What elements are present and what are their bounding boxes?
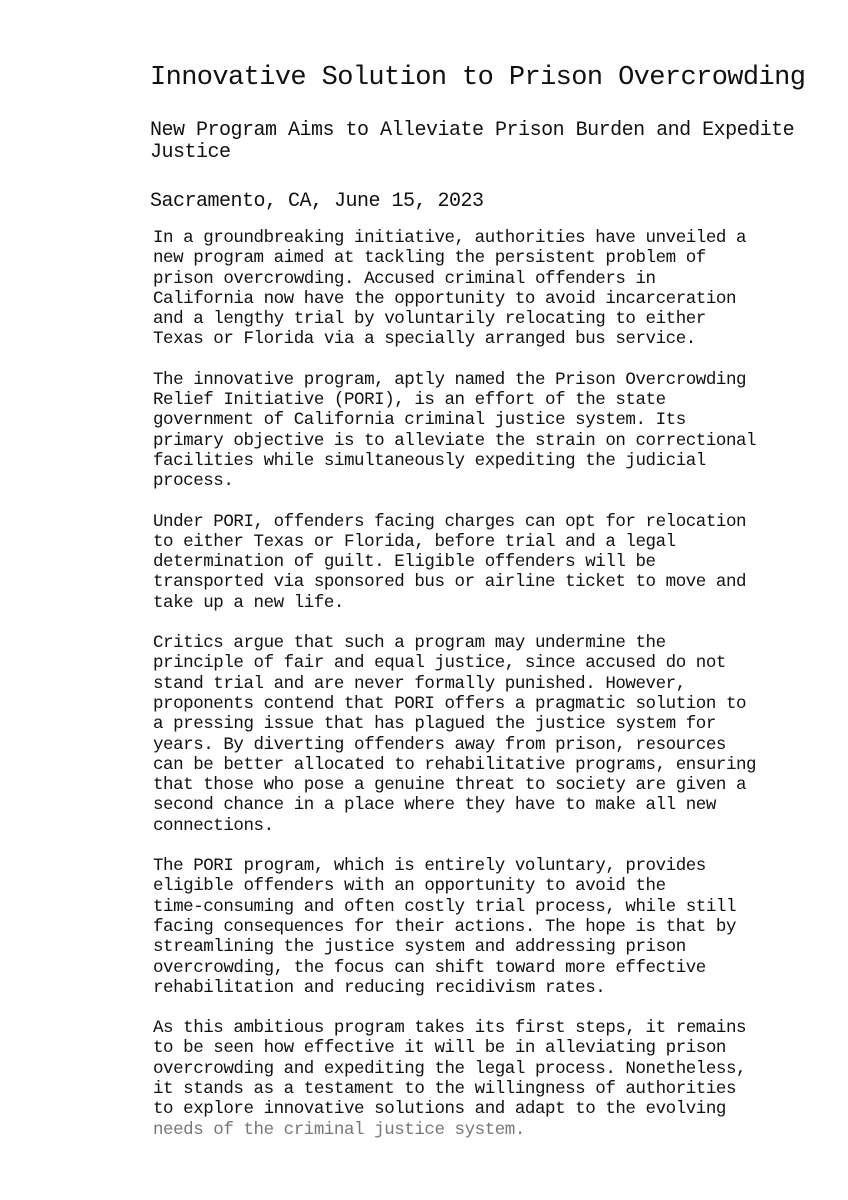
article-paragraph-6: [153, 1018, 830, 1140]
article-paragraph-5: The PORI program, which is entirely voluntary, provides eligible offenders with an opportunity to avoid the time-consuming and often costly trial process, while still facing consequences for their actions. The hope is that by streamlining the justice system and addressing prison overcrowding, the focus can shift toward more effective rehabilitation and reducing recidivism rates.: [153, 856, 736, 998]
article-paragraph-2: The innovative program, aptly named the Prison Overcrowding Relief Initiative (PORI), is an effort of the state government of California criminal justice system. Its primary objective is to alleviate the strain on correctional facilities while simultaneously expediting the judicial process.: [153, 369, 757, 492]
article-subtitle: New Program Aims to Alleviate Prison Burden and Expedite Justice: [150, 119, 795, 164]
article-paragraph-6-text: As this ambitious program takes its first steps, it remains to be seen how effective it will be in alleviating prison overcrowding and expediting the legal process. Nonetheless, it stands as a testament to the willingness of authorities to explore innovative solutions and adapt to the evolving: [153, 1018, 747, 1120]
article-paragraph-3: Under PORI, offenders facing charges can opt for relocation to either Texas or Florida, before trial and a legal determination of guilt. Eligible offenders will be transported via sponsored bus or airline ticket to move and take up a new life.: [153, 511, 747, 613]
article-body: [150, 228, 830, 1140]
article-paragraph-6-faded-line: needs of the criminal justice system.: [153, 1119, 525, 1140]
article: [150, 62, 830, 1160]
article-paragraph-4: Critics argue that such a program may undermine the principle of fair and equal justice, since accused do not stand trial and are never formally punished. However, proponents contend that PORI offers a pragmatic solution to a pressing issue that has plagued the justice system for years. By diverting offenders away from prison, resources can be better allocated to rehabilitative programs, ensuring that those who pose a genuine threat to society are given a second chance in a place where they have to make all new connections.: [153, 633, 757, 836]
article-title: Innovative Solution to Prison Overcrowding: [150, 63, 806, 93]
article-paragraph-1: In a groundbreaking initiative, authorities have unveiled a new program aimed at tackling the persistent problem of prison overcrowding. Accused criminal offenders in California now have the opportunity to avoid incarceration and a lengthy trial by voluntarily relocating to either Texas or Florida via a specially arranged bus service.: [153, 228, 747, 350]
article-dateline: Sacramento, CA, June 15, 2023: [150, 190, 484, 213]
